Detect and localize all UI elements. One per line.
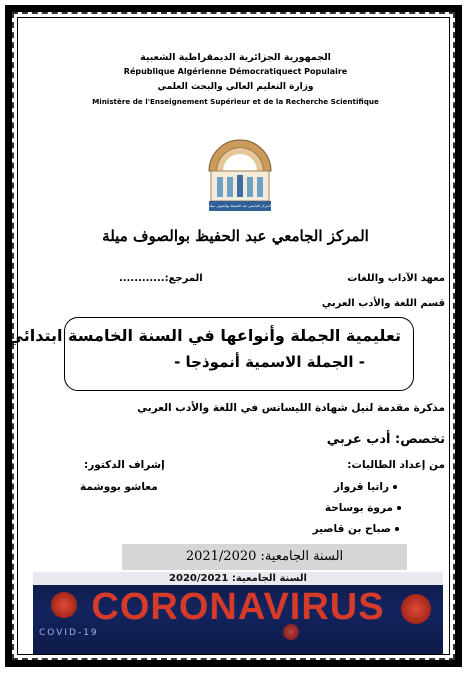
banner-word: CORONAVIRUS (91, 586, 385, 628)
academic-year: السنة الجامعية: 2021/2020 (122, 544, 407, 570)
student-name: مروة بوساحة (325, 502, 405, 514)
thesis-title-box (7, 317, 414, 391)
university-name: المركز الجامعي عبد الحفيظ بوالصوف ميلة (102, 227, 369, 245)
department: قسم اللغة والأدب العربي (321, 298, 445, 309)
institute: معهد الآداب واللغات (347, 273, 445, 284)
bullet-icon (395, 527, 399, 531)
republic-french: République Algérienne Démocratiquect Populaire (123, 67, 348, 76)
specialty: تخصص: أدب عربي (326, 432, 445, 447)
banner-year: السنة الجامعية: 2020/2021 (33, 572, 443, 585)
supervisor-label: إشراف الدكتور: (84, 459, 165, 471)
coronavirus-banner (33, 572, 443, 654)
supervisor-name: معاشو بووشمة (80, 481, 158, 493)
student-name: راتيا قرواز (334, 481, 401, 493)
university-logo (205, 131, 275, 213)
republic-arabic: الجمهورية الجزائرية الديمقراطية الشعبية (140, 52, 331, 63)
bullet-icon (397, 506, 401, 510)
ministry-arabic: وزارة التعليم العالي والبحث العلمي (157, 82, 314, 92)
reference: المرجع:............ (119, 273, 203, 284)
logo-caption: المركز الجامعي عبد الحفيظ بوالصوف ميلة (209, 204, 271, 208)
students-label: من إعداد الطالبات: (347, 459, 445, 471)
thesis-title-line1: تعليمية الجملة وأنواعها في السنة الخامسة ابتدائي (7, 326, 401, 345)
banner-subtitle: COVID-19 (39, 628, 99, 638)
ministry-french: Ministère de l'Enseignement Supérieur et de la Recherche Scientifique (92, 97, 379, 106)
student-name: صباح بن قاصير (313, 523, 403, 535)
thesis-purpose: مذكرة مقدمة لنيل شهادة الليسانس في اللغة والأدب العربي (137, 402, 445, 414)
thesis-title-line2: - الجملة الاسمية أنموذجا - (174, 353, 365, 371)
bullet-icon (393, 485, 397, 489)
